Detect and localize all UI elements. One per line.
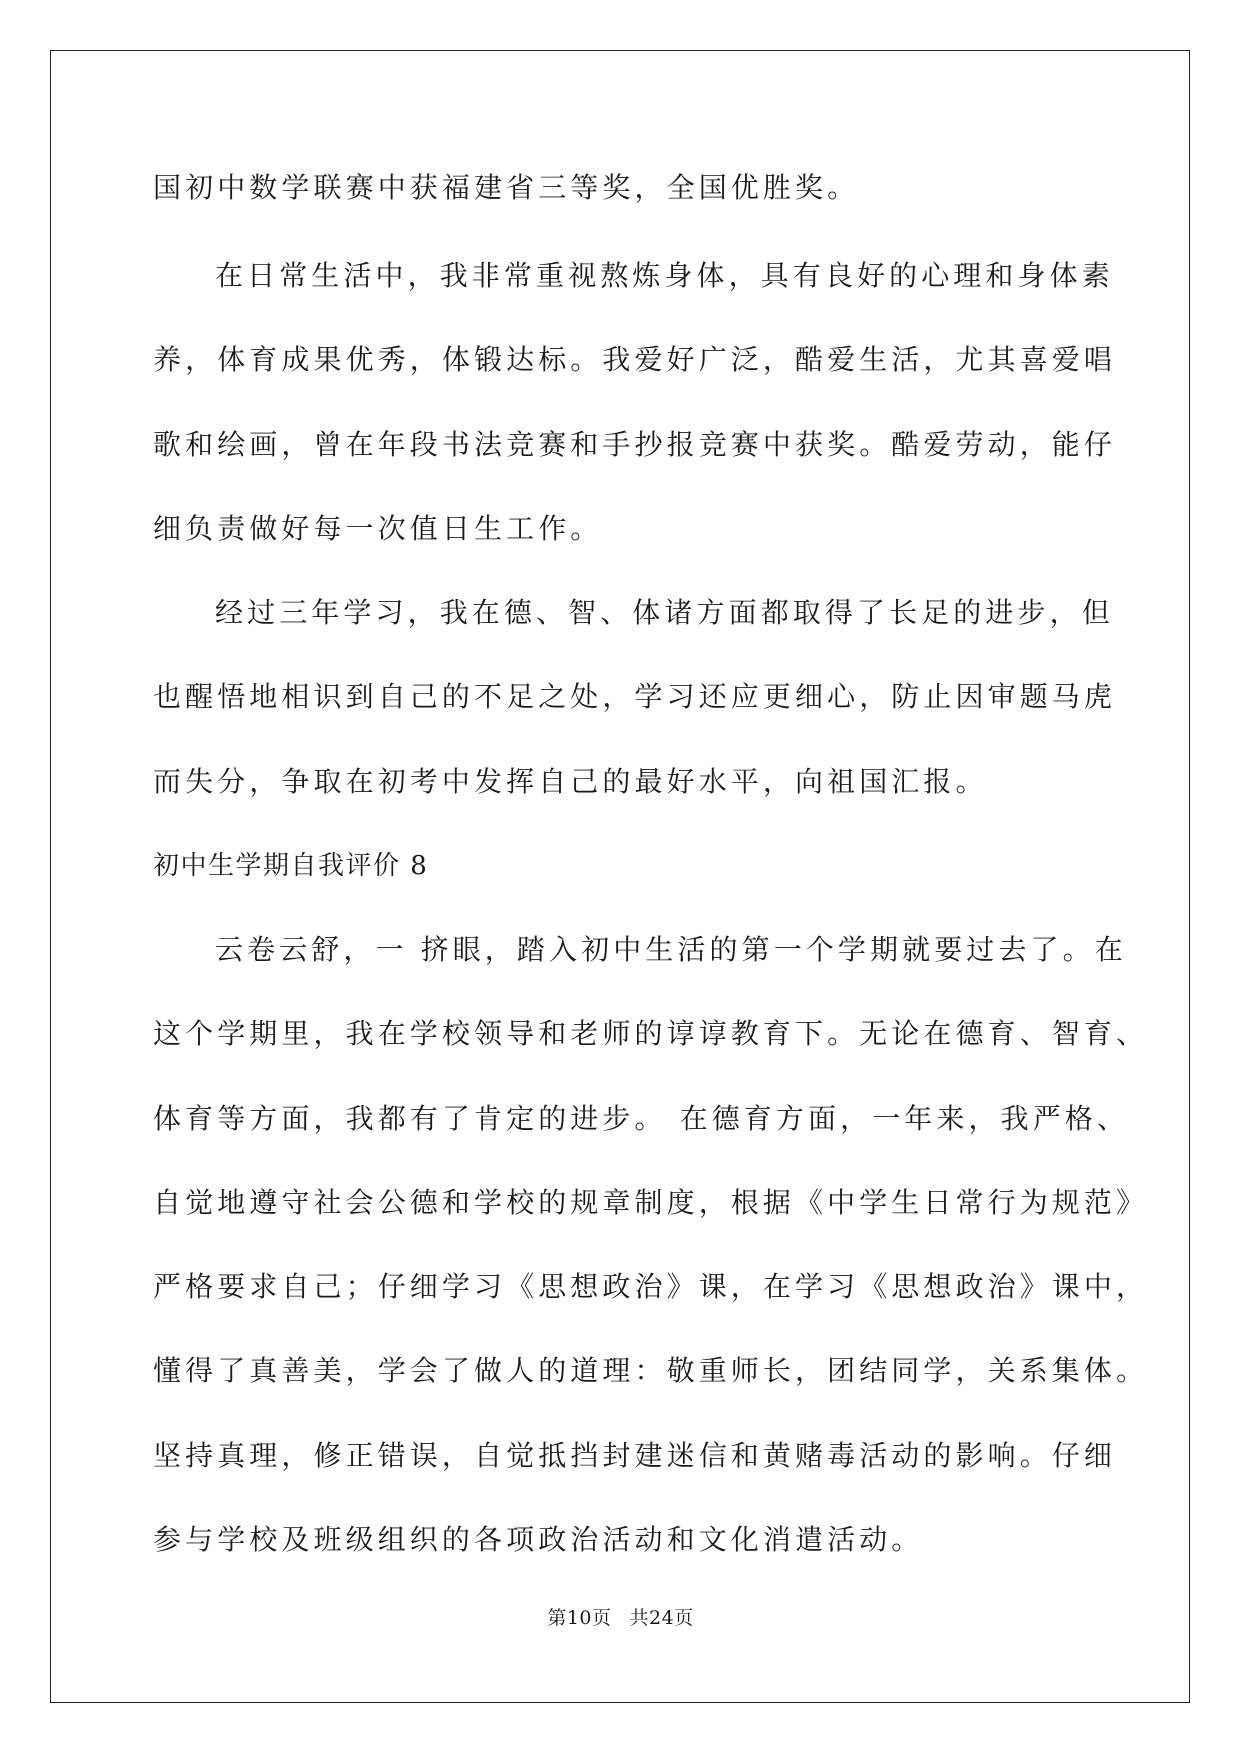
text-line: 也醒悟地相识到自己的不足之处，学习还应更细心，防止因审题马虎 [153, 680, 1117, 713]
page-number: 第10页 [547, 1607, 612, 1629]
text-line: 养，体育成果优秀，体锻达标。我爱好广泛，酷爱生活，尤其喜爱唱 [153, 343, 1117, 376]
paragraph-line: 云卷云舒，一 挤眼，踏入初中生活的第一个学期就要过去了。在 [215, 933, 1127, 966]
text-line: 参与学校及班级组织的各项政治活动和文化消遣活动。 [153, 1523, 924, 1556]
text-line: 细负责做好每一次值日生工作。 [153, 512, 603, 545]
text-line: 歌和绘画，曾在年段书法竞赛和手抄报竞赛中获奖。酷爱劳动，能仔 [153, 428, 1117, 461]
text-line: 自觉地遵守社会公德和学校的规章制度，根据《中学生日常行为规范》 [153, 1186, 1149, 1219]
text-line: 坚持真理，修正错误，自觉抵挡封建迷信和黄赌毒活动的影响。仔细 [153, 1439, 1117, 1472]
text-line: 懂得了真善美，学会了做人的道理：敬重师长，团结同学，关系集体。 [153, 1354, 1149, 1387]
page-total: 共24页 [629, 1607, 694, 1629]
text-line: 国初中数学联赛中获福建省三等奖，全国优胜奖。 [153, 171, 860, 204]
section-heading: 初中生学期自我评价 8 [153, 851, 429, 881]
text-line: 严格要求自己；仔细学习《思想政治》课，在学习《思想政治》课中， [153, 1270, 1149, 1303]
paragraph-line: 经过三年学习，我在德、智、体诸方面都取得了长足的进步，但 [215, 596, 1114, 629]
text-line: 而失分，争取在初考中发挥自己的最好水平，向祖国汇报。 [153, 765, 988, 798]
page-footer [0, 1606, 1241, 1630]
text-line: 体育等方面，我都有了肯定的进步。 在德育方面，一年来，我严格、 [153, 1102, 1130, 1135]
paragraph-line: 在日常生活中，我非常重视熬炼身体，具有良好的心理和身体素 [215, 259, 1114, 292]
text-line: 这个学期里，我在学校领导和老师的谆谆教育下。无论在德育、智育、 [153, 1017, 1149, 1050]
